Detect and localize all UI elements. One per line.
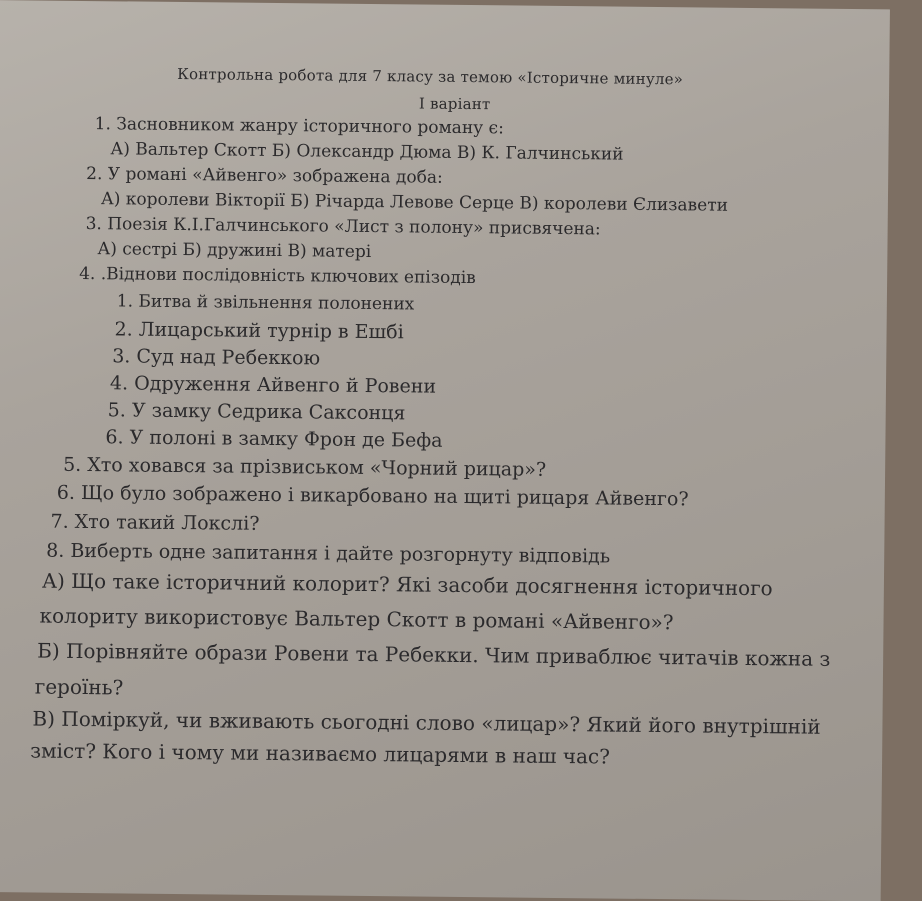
question-6: 6. Що було зображено і викарбовано на щиті рицаря Айвенго? — [56, 481, 689, 511]
list-item: 5. У замку Седрика Саксонця — [107, 399, 406, 425]
list-item: 4. Одруження Айвенго й Ровени — [109, 372, 437, 398]
variant-label: I варіант — [418, 94, 491, 114]
question-1: 1. Засновником жанру історичного роману є: — [94, 114, 504, 139]
question-7: 7. Хто такий Локслі? — [50, 510, 260, 535]
question-2-options: А) королеви Вікторії Б) Річарда Левове Серце В) королеви Єлизавети — [100, 189, 729, 216]
list-item: 1. Битва й звільнення полонених — [116, 291, 415, 315]
list-item: 6. У полоні в замку Фрон де Бефа — [105, 426, 443, 452]
question-5: 5. Хто ховався за прізвиськом «Чорний рицар»? — [63, 453, 547, 481]
question-8-a-line-1: А) Що таке історичний колорит? Які засоби досягнення історичного — [41, 568, 773, 601]
question-8-a-line-2: колориту використовує Вальтер Скотт в романі «Айвенго»? — [39, 603, 674, 635]
question-8-b-line-1: Б) Порівняйте образи Ровени та Ребекки. Чим приваблює читачів кожна з — [37, 638, 831, 671]
page-title: Контрольна робота для 7 класу за темою «Історичне минуле» — [177, 64, 684, 89]
question-8-c-line-1: В) Поміркуй, чи вживають сьогодні слово «лицар»? Який його внутрішній — [32, 706, 821, 739]
question-3: 3. Поезія К.І.Галчинського «Лист з полону» присвячена: — [85, 214, 601, 240]
list-item: 3. Суд над Ребеккою — [112, 345, 321, 370]
question-8-c-line-2: зміст? Кого і чому ми називаємо лицарями в наш час? — [30, 738, 611, 769]
question-4: 4. .Віднови послідовність ключових епізодів — [79, 263, 476, 289]
question-3-options: А) сестрі Б) дружині В) матері — [97, 239, 372, 263]
question-2: 2. У романі «Айвенго» зображена доба: — [86, 164, 443, 188]
question-8-b-line-2: героїнь? — [34, 674, 124, 700]
question-8: 8. Виберть одне запитання і дайте розгорнуту відповідь — [46, 539, 611, 568]
question-1-options: А) Вальтер Скотт Б) Олександр Дюма В) К. Галчинський — [110, 139, 624, 165]
list-item: 2. Лицарський турнір в Ешбі — [114, 318, 404, 344]
